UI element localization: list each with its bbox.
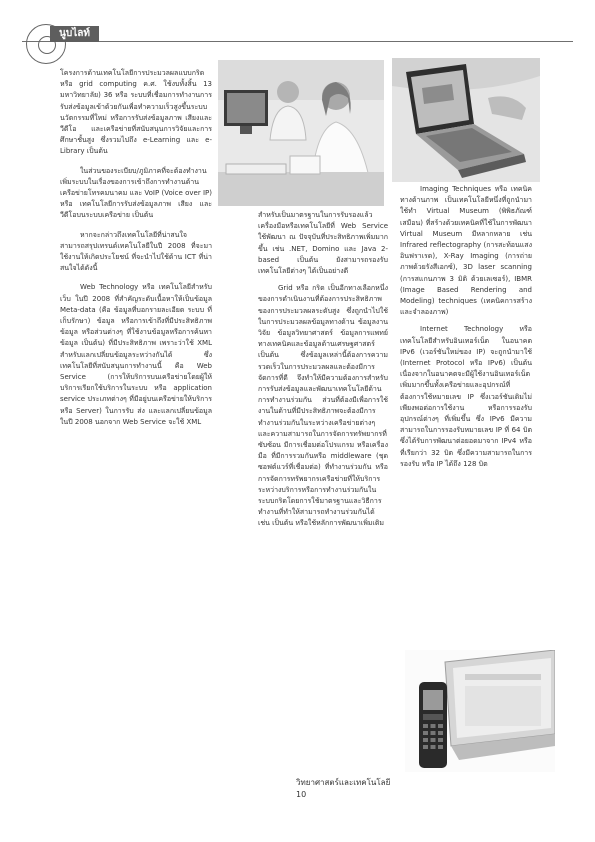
paragraph: Internet Technology หรือ เทคโนโลยีสำหรับอินเทอร์เน็ต ในอนาคต IPv6 (เวอร์ชันใหม่ของ IP) จะถูกนำมาใช้ (Internet Protocol หรือ IPv6) เป็นต้น เนื่องจากในอนาคตจะมีผู้ใช้งานอินเทอร์เน็ตเพิ่มมากขึ้นทั้งเครือข่ายและอุปกรณ์ที่ต้องการใช้หมายเลข IP ซึ่งเวอร์ชันเดิมไม่เพียงพอต่อการใช้งาน หรือการรองรับอุปกรณ์ต่างๆ ที่เพิ่มขึ้น ซึ่ง IPv6 มีความสามารถในการรองรับหมายเลข IP ที่ 64 บิต ซึ่งได้รับการพัฒนาต่อยอดมาจาก IPv4 หรือ ที่เรียกว่า 32 บิต ซึ่งมีความสามารถในการรองรับ หรือ IP ได้ถึง 128 บิต [400, 325, 532, 468]
header-rule [22, 41, 573, 42]
paragraph: หากจะกล่าวถึงเทคโนโลยีที่น่าสนใจ สามารถสรุปเทรนด์เทคโนโลยีในปี 2008 ที่จะมาใช้งานให้เกิดประโยชน์ ที่จะนำไปใช้ด้าน ICT ที่น่าสนใจได้ดังนี้ [60, 230, 212, 273]
paragraph: Grid หรือ กริด เป็นอีกทางเลือกหนึ่งของการดำเนินงานที่ต้องการประสิทธิภาพของการประมวลผลระดับสูง ซึ่งถูกนำไปใช้ในการประมวลผลข้อมูลทางด้าน ข้อมูลงานวิจัย ข้อมูลวิทยาศาสตร์ ข้อมูลการแพทย์ทางเทคนิคและข้อมูลด้านเศรษฐศาสตร์ เป็นต้น ซึ่งข้อมูลเหล่านี้ต้องการความรวดเร็วในการประมวลผลและต้องมีการจัดการที่ดี จึงทำให้มีความต้องการสำหรับการรับส่งข้อมูลและพัฒนาเทคโนโลยีด้านการทำงานร่วมกัน ส่วนที่ต้องมีเพื่อการใช้งานในด้านที่มีประสิทธิภาพจะต้องมีการทำงานร่วมกันในระหว่างเครือข่ายต่างๆ และความสามารถในการจัดการทรัพยากรที่ซับซ้อน มีการเชื่อมต่อโปรแกรม หรือเครื่องมือ ที่มีการรวมกันหรือ middleware (ชุดซอฟต์แวร์ที่เชื่อมต่อ) ที่ทำงานร่วมกัน หรือ การจัดการทรัพยากรเครือข่ายที่ให้บริการ ระหว่างบริการหรือการทำงานร่วมกันในระบบกริดโดยการใช้มาตรฐานและวิธีการทำงานที่ทำให้สามารถทำงานร่วมกันได้ เช่น เป็นต้น หรือใช้หลักการพัฒนาเพิ่มเติม [258, 284, 388, 528]
paragraph: โครงการด้านเทคโนโลยีการประมวลผลแบบกริด หรือ grid computing ค.ศ. ใช้งบทั้งสิ้น 13 มหาวิทยาลัย) 36 หรือ ระบบที่เชื่อมการทำงานการรับส่งข้อมูลเข้าด้วยกันเพื่อทำความเร็วสูงขึ้นระบบนวัตกรรมที่ใหม่ หรือการรับส่งข้อมูลภาพ เสียงและวีดีโอ และเครือข่ายที่สนับสนุนการวิจัยและการศึกษาชั้นสูง ซึ่งรวมไปถึง e-Learning และ e-Library เป็นต้น [60, 69, 212, 156]
paragraph: Imaging Techniques หรือ เทคนิคทางด้านภาพ เป็นเทคโนโลยีหนึ่งที่ถูกนำมาใช้ทำ Virtual Museum (พิพิธภัณฑ์เสมือน) ที่สร้างด้วยเทคนิคที่ใช้ในการพัฒนา Virtual Museum มีหลากหลาย เช่น Infrared reflectography (การสะท้อนแสงอินฟราเรด), X-Ray Imaging (การถ่ายภาพด้วยรังสีเอกซ์), 3D laser scanning (การสแกนภาพ 3 มิติ ด้วยเลเซอร์), IBMR (Image Based Rendering and Modeling) techniques (เทคนิคการสร้างและจำลองภาพ) [400, 185, 532, 317]
page-number: 10 [296, 790, 307, 799]
lab-scientists-photo [218, 60, 384, 206]
magazine-name: วิทยาศาสตร์และเทคโนโลยี [296, 778, 391, 787]
column-2 [258, 210, 388, 536]
phone-laptop-illustration [405, 650, 555, 772]
paragraph: สำหรับเป็นมาตรฐานในการรับรองแล้ว เครื่องมือหรือเทคโนโลยีที่ Web Service ใช้พัฒนา ณ ปัจจุบันที่ประสิทธิภาพเพิ่มมากขึ้น เช่น .NET, Domino และ Java 2-based เป็นต้น ยังสามารถรองรับเทคโนโลยีต่างๆ ได้เป็นอย่างดี [258, 211, 388, 276]
column-1 [60, 68, 212, 436]
lab-scene-illustration [218, 60, 384, 206]
laptop-illustration [392, 58, 540, 182]
paragraph: ในส่วนของระเบียบ/ภูมิภาคที่จะต้องทำงานเพิ่มระบบในเรื่องของการเข้าถึงการทำงานด้านเครือข่ายโทรคมนาคม และ VoIP (Voice over IP) หรือ เทคโนโลยีการรับส่งข้อมูลภาพ เสียง และวีดีโอบนระบบเครือข่าย เป็นต้น [60, 166, 212, 220]
section-label: นูบไลท์ [50, 26, 99, 42]
laptop-photo [392, 58, 540, 182]
paragraph: Web Technology หรือ เทคโนโลยีสำหรับเว็บ ในปี 2008 ที่สำคัญระดับเนื้อหาให้เป็นข้อมูล Meta-data (คือ ข้อมูลที่บอกรายละเอียด ระบบ ที่เก็บรักษา) ข้อมูล หรือการเข้าถึงที่มีประสิทธิภาพ ข้อมูล หรือส่วนต่างๆ ที่ใช้งานข้อมูลหรือการค้นหาข้อมูล เป็นต้น) ที่มีประสิทธิภาพ เพราะว่าใช้ XML สำหรับแลกเปลี่ยนข้อมูลระหว่างกันได้ ซึ่งเทคโนโลยีที่สนับสนุนการทำงานนี้ คือ Web Service (การให้บริการบนเครือข่ายโดยผู้ให้บริการเรียกใช้บริการในระบบ หรือ application service ประเภทต่างๆ ที่มีอยู่บนเครือข่ายให้บริการ หรือ Server) ในการรับ ส่ง และแลกเปลี่ยนข้อมูล ในปี 2008 นอกจาก Web Service จะใช้ XML [60, 283, 212, 426]
page-footer [296, 777, 406, 801]
column-3 [400, 184, 532, 476]
mobile-phone-photo [405, 650, 555, 772]
